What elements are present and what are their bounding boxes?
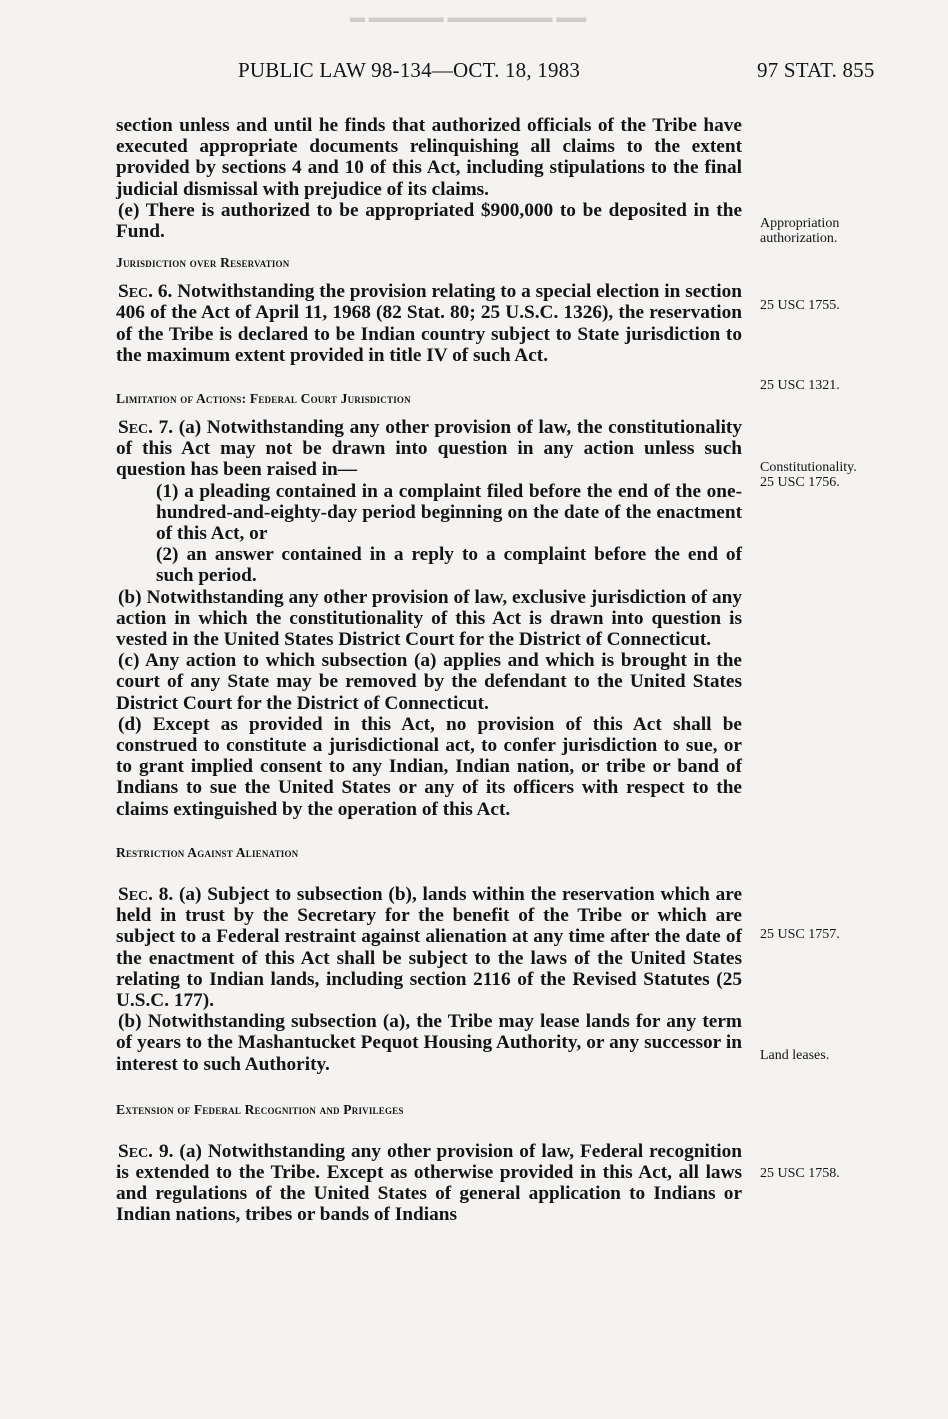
margin-note-usc1758: 25 USC 1758.	[760, 1166, 840, 1181]
main-text	[116, 115, 742, 1226]
sec6-text: 6. Notwithstanding the provision relating to a special election in section 406 of the Act of April 11, 1968 (82 Stat. 80; 25 U.S.C. 1326), the reservation of the Tribe is declared to be Indian country subject to State jurisdiction to the maximum extent provided in title IV of such Act.	[116, 281, 742, 366]
section-7a	[116, 417, 742, 481]
sec9-label: Sec.	[118, 1140, 153, 1162]
page-header-stat: 97 STAT. 855	[757, 58, 875, 82]
sec9-text: 9. (a) Notwithstanding any other provision of law, Federal recognition is extended to the Tribe. Except as otherwise provided in this Act, all laws and regulations of the United States of general application to Indians or Indian nations, tribes or bands of Indians	[116, 1140, 742, 1226]
margin-note-constitutionality-line1: Constitutionality.	[760, 460, 857, 475]
sec7-label: Sec.	[118, 417, 153, 439]
paragraph-continuation: section unless and until he finds that authorized officials of the Tribe have executed appropriate documents relinquishing all claims to the extent provided by sections 4 and 10 of this Act, including stipulations to the final judicial dismissal with prejudice of its claims.	[116, 115, 742, 200]
section-6	[116, 281, 742, 366]
margin-note-constitutionality	[760, 460, 857, 490]
sec8-label: Sec.	[118, 883, 153, 905]
section-7a-2: (2) an answer contained in a reply to a complaint before the end of such period.	[156, 544, 742, 587]
margin-note-appropriation-line1: Appropriation	[760, 216, 840, 231]
heading-extension: Extension of Federal Recognition and Privileges	[116, 1101, 404, 1117]
heading-limitation: Limitation of Actions: Federal Court Jurisdiction	[116, 391, 411, 407]
section-7a-1: (1) a pleading contained in a complaint filed before the end of the one-hundred-and-eighty-day period beginning on the date of the enactment of this Act, or	[156, 480, 742, 545]
section-7b: (b) Notwithstanding any other provision of law, exclusive jurisdiction of any action in which the constitutionality of this Act is drawn into question is vested in the United States District Court for the District of Connecticut.	[116, 586, 742, 651]
bleed-through: ▬ ▬▬▬▬▬ ▬▬▬▬▬▬▬ ▬▬	[350, 10, 587, 26]
margin-note-land-leases: Land leases.	[760, 1048, 830, 1063]
paragraph-appropriation: (e) There is authorized to be appropriated $900,000 to be deposited in the Fund.	[116, 199, 742, 243]
page-header-title: PUBLIC LAW 98-134—OCT. 18, 1983	[238, 58, 581, 82]
section-8b: (b) Notwithstanding subsection (a), the Tribe may lease lands for any term of years to the Mashantucket Pequot Housing Authority, or any successor in interest to such Authority.	[116, 1011, 742, 1075]
margin-note-usc1321: 25 USC 1321.	[760, 378, 840, 393]
margin-note-appropriation	[760, 216, 839, 246]
section-9a	[116, 1141, 742, 1226]
section-7d: (d) Except as provided in this Act, no provision of this Act shall be construed to constitute a jurisdictional act, to confer jurisdiction to sue, or to grant implied consent to any Indian, Indian nation, or tribe or band of Indians to sue the United States or any of its officers with respect to the claims extinguished by the operation of this Act.	[116, 713, 742, 820]
sec7-text: 7. (a) Notwithstanding any other provision of law, the constitutionality of this Act may not be drawn into question in any action unless such question has been raised in—	[116, 417, 742, 481]
sec6-label: Sec.	[118, 281, 153, 303]
heading-restriction: Restriction Against Alienation	[116, 844, 299, 860]
section-7c: (c) Any action to which subsection (a) applies and which is brought in the court of any State may be removed by the defendant to the United States District Court for the District of Connecticut.	[116, 650, 742, 714]
margin-note-usc1756: 25 USC 1756.	[760, 475, 840, 490]
heading-jurisdiction: Jurisdiction over Reservation	[116, 255, 290, 271]
section-8a	[116, 884, 742, 1011]
sec8-text: 8. (a) Subject to subsection (b), lands within the reservation which are held in trust by the Secretary for the benefit of the Tribe or which are subject to a Federal restraint against alienation at any time after the date of the enactment of this Act shall be subject to the laws of the United States relating to Indian lands, including section 2116 of the Revised Statutes (25 U.S.C. 177).	[116, 883, 742, 1011]
margin-note-usc1757: 25 USC 1757.	[760, 927, 840, 942]
margin-note-usc1755: 25 USC 1755.	[760, 298, 840, 313]
margin-note-appropriation-line2: authorization.	[760, 231, 838, 246]
